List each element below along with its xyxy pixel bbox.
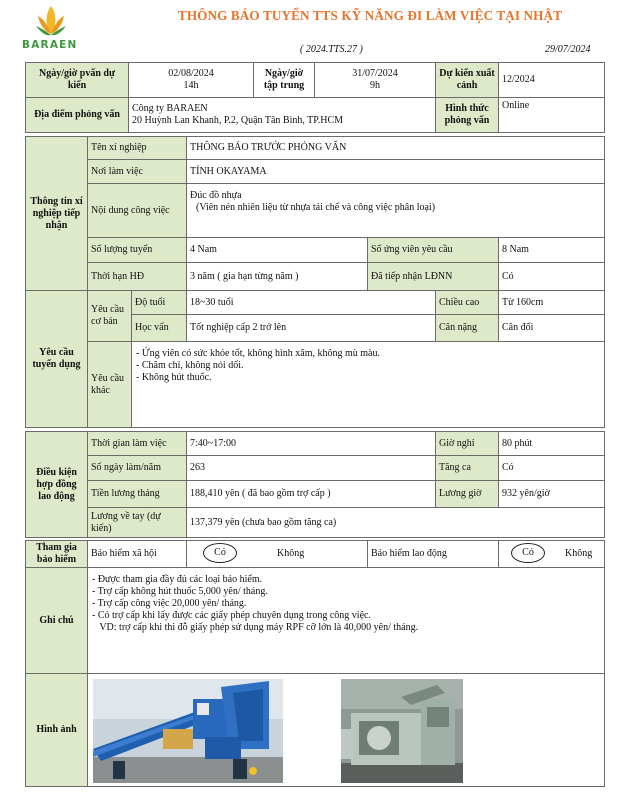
quantity-value: 4 Nam [186, 237, 368, 263]
requirements-section-label: Yêu cầu tuyển dụng [25, 290, 88, 428]
location-value [128, 97, 436, 133]
net-salary-value: 137,379 yên (chưa bao gồm tăng ca) [186, 507, 605, 538]
departure-label: Dự kiến xuất cảnh [435, 62, 499, 98]
age-value: 18~30 tuổi [186, 290, 436, 315]
interview-date: 02/08/2024 [168, 68, 214, 79]
height-label: Chiều cao [435, 290, 499, 315]
labor-insurance-label: Bảo hiểm lao động [367, 540, 499, 568]
other-req-value [131, 341, 605, 428]
company-section-label: Thông tin xí nghiệp tiếp nhận [25, 136, 88, 291]
notes-value [87, 567, 605, 674]
note-line: - Trợ cấp không hút thuốc 5,000 yên/ tháng. [92, 586, 268, 597]
salary-label: Tiền lương tháng [87, 480, 187, 508]
other-req-label: Yêu cầu khác [87, 341, 132, 428]
job-line2: (Viên nén nhiên liệu từ nhựa tái chế và công việc phân loại) [196, 202, 436, 213]
notes-section-label: Ghi chú [25, 567, 88, 674]
interview-date-label: Ngày/giờ pvấn dự kiến [25, 62, 129, 98]
gather-date: 31/07/2024 [352, 68, 398, 79]
format-value: Online [498, 97, 605, 133]
social-insurance-label: Bảo hiểm xã hội [87, 540, 187, 568]
overtime-value: Có [498, 455, 605, 481]
term-label: Thời hạn HĐ [87, 262, 187, 291]
notice-code: ( 2024.TTS.27 ) [300, 44, 363, 55]
break-label: Giờ nghỉ [435, 431, 499, 456]
notice-date: 29/07/2024 [545, 44, 591, 55]
social-insurance-yes-option: Có [203, 543, 237, 563]
company-name-label: Tên xí nghiệp [87, 136, 187, 160]
job-value [186, 183, 605, 238]
net-salary-label: Lương về tay (dự kiến) [87, 507, 187, 538]
note-line: VD: trợ cấp khi thi đỗ giấy phép sử dụng máy RPF cỡ lớn là 40,000 yên/ tháng. [92, 622, 419, 633]
break-value: 80 phút [498, 431, 605, 456]
location-line2: 20 Huỳnh Lan Khanh, P.2, Quận Tân Bình, TP.HCM [132, 115, 344, 126]
format-label: Hình thức phỏng vấn [435, 97, 499, 133]
other-req-line: - Chăm chỉ, không nói dối. [136, 360, 244, 371]
labor-insurance-value [498, 540, 605, 568]
hourly-value: 932 yên/giờ [498, 480, 605, 508]
weight-label: Cân nặng [435, 314, 499, 342]
overtime-label: Tăng ca [435, 455, 499, 481]
images-section-label: Hình ảnh [25, 673, 88, 787]
labor-insurance-no-option: Không [565, 548, 593, 559]
candidates-value: 8 Nam [498, 237, 605, 263]
weight-value: Cân đối [498, 314, 605, 342]
basic-req-label: Yêu cầu cơ bản [87, 290, 132, 342]
ldnn-value: Có [498, 262, 605, 291]
gather-value [314, 62, 436, 98]
location-label: Địa điểm phỏng vấn [25, 97, 129, 133]
location-line1: Công ty BARAEN [132, 103, 208, 114]
interview-time: 14h [183, 80, 199, 91]
gather-label: Ngày/giờ tập trung [253, 62, 315, 98]
ldnn-label: Đã tiếp nhận LĐNN [367, 262, 499, 291]
company-name-value: THÔNG BÁO TRƯỚC PHỎNG VẤN [186, 136, 605, 160]
job-label: Nội dung công việc [87, 183, 187, 238]
hours-label: Thời gian làm việc [87, 431, 187, 456]
days-label: Số ngày làm/năm [87, 455, 187, 481]
workplace-value: TỈNH OKAYAMA [186, 159, 605, 184]
note-line: - Có trợ cấp khi lấy được các giấy phép chuyên dụng trong công việc. [92, 610, 371, 621]
other-req-line: - Ứng viên có sức khỏe tốt, không hình xăm, không mù màu. [136, 348, 380, 359]
interview-date-value [128, 62, 254, 98]
age-label: Độ tuổi [131, 290, 187, 315]
social-insurance-value [186, 540, 368, 568]
note-line: - Được tham gia đầy đủ các loại bảo hiểm. [92, 574, 263, 585]
baraen-logo-icon [34, 4, 68, 38]
conditions-section-label: Điều kiện hợp đồng lao động [25, 431, 88, 538]
job-line1: Đúc đồ nhựa [190, 190, 242, 201]
hourly-label: Lương giờ [435, 480, 499, 508]
departure-value: 12/2024 [498, 62, 605, 98]
insurance-section-label: Tham gia bảo hiểm [25, 540, 88, 568]
term-value: 3 năm ( gia hạn từng năm ) [186, 262, 368, 291]
days-value: 263 [186, 455, 436, 481]
salary-value: 188,410 yên ( đã bao gồm trợ cấp ) [186, 480, 436, 508]
hours-value: 7:40~17:00 [186, 431, 436, 456]
other-req-line: - Không hút thuốc. [136, 372, 212, 383]
education-label: Học vấn [131, 314, 187, 342]
height-value: Từ 160cm [498, 290, 605, 315]
machine-photo-1 [93, 679, 283, 783]
education-value: Tốt nghiệp cấp 2 trở lên [186, 314, 436, 342]
candidates-label: Số ứng viên yêu cầu [367, 237, 499, 263]
labor-insurance-yes-option: Có [511, 543, 545, 563]
social-insurance-no-option: Không [277, 548, 305, 559]
page-title: THÔNG BÁO TUYỂN TTS KỸ NĂNG ĐI LÀM VIỆC TẠI NHẬT [177, 8, 563, 23]
gather-time: 9h [370, 80, 380, 91]
workplace-label: Nơi làm việc [87, 159, 187, 184]
machine-photo-2 [341, 679, 463, 783]
quantity-label: Số lượng tuyển [87, 237, 187, 263]
note-line: - Trợ cấp công việc 20,000 yên/ tháng. [92, 598, 247, 609]
logo-text: BARAEN [22, 39, 78, 51]
